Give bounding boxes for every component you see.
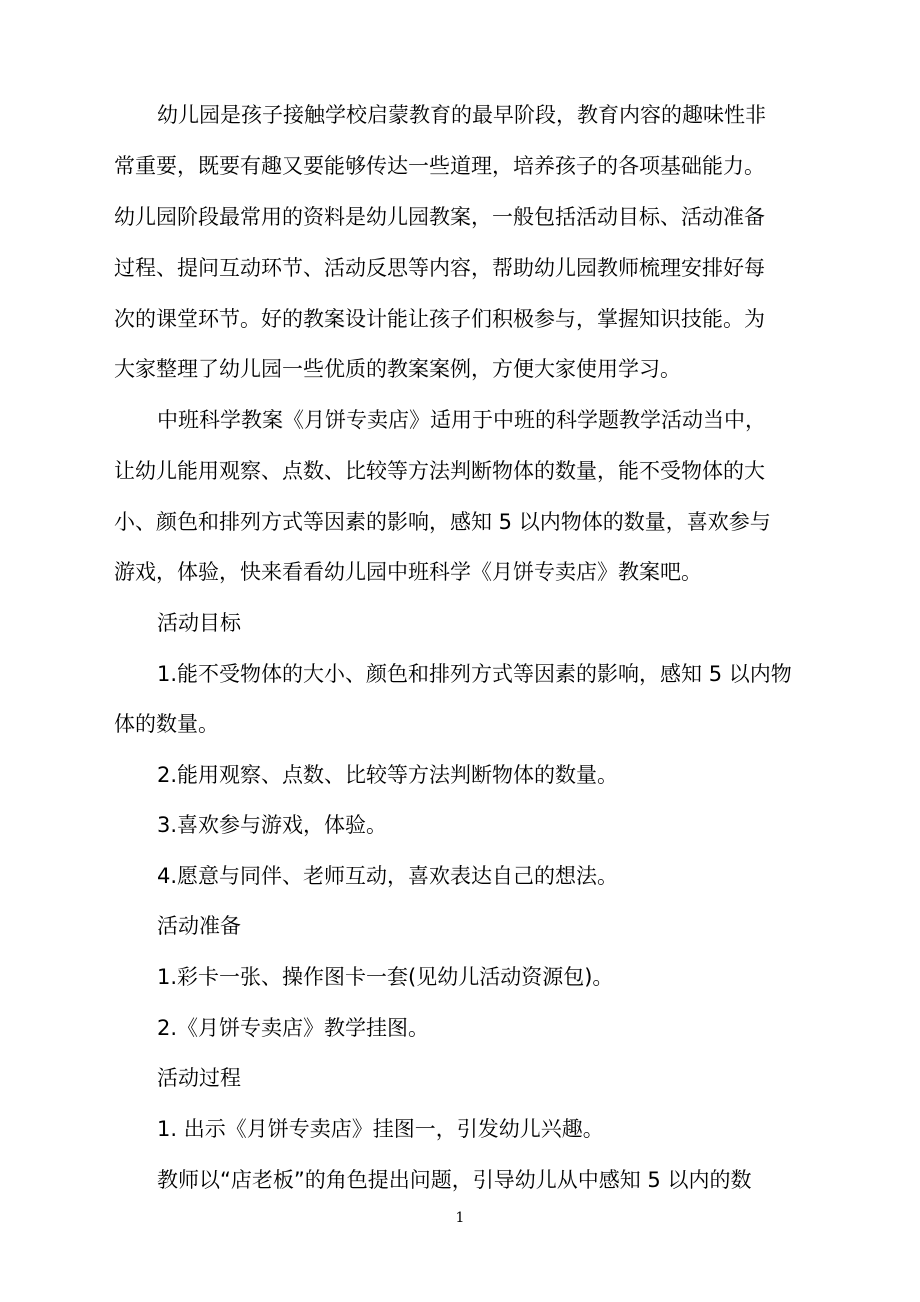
paragraph-summary-line-4: 游戏，体验，快来看看幼儿园中班科学《月饼专卖店》教案吧。 xyxy=(114,560,702,584)
paragraph-intro-line-6: 大家整理了幼儿园一些优质的教案案例，方便大家使用学习。 xyxy=(114,357,681,381)
section-heading-goals: 活动目标 xyxy=(157,611,241,635)
paragraph-intro-line-5: 次的课堂环节。好的教案设计能让孩子们积极参与，掌握知识技能。为 xyxy=(114,307,765,331)
goal-item-4: 4.愿意与同伴、老师互动，喜欢表达自己的想法。 xyxy=(157,864,619,888)
paragraph-intro-line-2: 常重要，既要有趣又要能够传达一些道理，培养孩子的各项基础能力。 xyxy=(114,154,765,178)
preparation-item-2: 2.《月饼专卖店》教学挂图。 xyxy=(157,1016,430,1040)
page-number: 1 xyxy=(455,1210,465,1226)
process-paragraph-line-1: 教师以“店老板”的角色提出问题，引导幼儿从中感知 5 以内的数 xyxy=(157,1168,752,1192)
goal-item-2: 2.能用观察、点数、比较等方法判断物体的数量。 xyxy=(157,763,619,787)
goal-item-1-line-1: 1.能不受物体的大小、颜色和排列方式等因素的影响，感知 5 以内物 xyxy=(157,662,792,686)
goal-item-3: 3.喜欢参与游戏，体验。 xyxy=(157,813,388,837)
paragraph-summary-line-1: 中班科学教案《月饼专卖店》适用于中班的科学题教学活动当中， xyxy=(157,408,766,432)
goal-item-1-line-2: 体的数量。 xyxy=(114,712,219,736)
section-heading-preparation: 活动准备 xyxy=(157,914,241,938)
paragraph-summary-line-3: 小、颜色和排列方式等因素的影响，感知 5 以内物体的数量，喜欢参与 xyxy=(114,510,771,534)
paragraph-intro-line-1: 幼儿园是孩子接触学校启蒙教育的最早阶段，教育内容的趣味性非 xyxy=(157,103,766,127)
paragraph-intro-line-3: 幼儿园阶段最常用的资料是幼儿园教案，一般包括活动目标、活动准备 xyxy=(114,205,765,229)
paragraph-intro-line-4: 过程、提问互动环节、活动反思等内容，帮助幼儿园教师梳理安排好每 xyxy=(114,256,765,280)
section-heading-process: 活动过程 xyxy=(157,1066,241,1090)
paragraph-summary-line-2: 让幼儿能用观察、点数、比较等方法判断物体的数量，能不受物体的大 xyxy=(114,459,765,483)
preparation-item-1: 1.彩卡一张、操作图卡一套(见幼儿活动资源包)。 xyxy=(157,965,614,989)
process-item-1: 1. 出示《月饼专卖店》挂图一，引发幼儿兴趣。 xyxy=(157,1117,604,1141)
